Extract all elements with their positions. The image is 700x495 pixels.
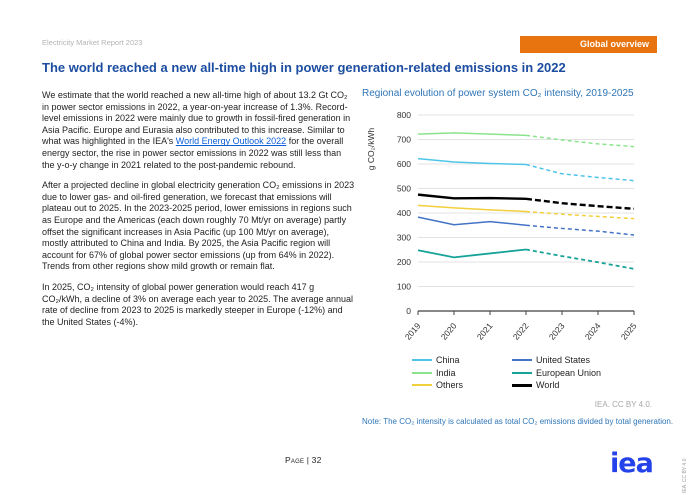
paragraph-1-text-b: for the overall energy sector, the rise in power sector emissions in 2022 was still less than the y-o-y change in 2021 related to the post-pandemic rebound. [42,136,344,170]
section-badge: Global overview [520,36,657,53]
chart-attribution: IEA. CC BY 4.0. [594,399,652,409]
y-tick-label: 200 [396,257,411,267]
page-title: The world reached a new all-time high in power generation-related emissions in 2022 [42,60,566,75]
article-text-column [42,90,355,337]
y-tick-label: 600 [396,159,411,169]
co2-intensity-line-chart [362,103,694,343]
y-tick-label: 100 [396,281,411,292]
side-attribution: IEA. CC BY 4.0 [682,458,688,493]
page-number: Page | 32 [285,455,322,465]
series-dashed-european-union [526,250,634,269]
y-tick-label: 500 [396,183,411,194]
legend-item-india [412,367,512,380]
y-tick-label: 300 [396,232,411,243]
legend-item-china [412,354,512,367]
weo-2022-link[interactable]: World Energy Outlook 2022 [175,136,287,147]
chart-column [362,88,694,427]
x-tick-label: 2022 [510,320,531,342]
series-solid-world [418,195,526,199]
x-tick-label: 2021 [474,320,495,342]
paragraph-1-text-a: We estimate that the world reached a new all-time high of about 13.2 Gt CO₂ in power sector emissions in 2022, a year-on-year increase of 1.3%. Record-level emissions in 2022 were mainly due to growth in fossil-fired generation in Asia Pacific. Europe and Eurasia also contributed to this increase. Similar to what was highlighted in the IEA's [42,90,351,147]
legend-label: European Union [536,367,602,378]
series-solid-european-union [418,250,526,258]
series-dashed-india [526,135,634,146]
paragraph-2: After a projected decline in global electricity generation CO₂ emissions in 2023 due to lower gas- and oil-fired generation, we forecast that emissions will plateau out to 2025. In the 2023-2025 period, lower emissions in regions such as Europe and the Americas (each down roughly 70 Mt/yr on average) partly offset the significant increases in Asia Pacific (up 100 Mt/yr on average), mostly attributed to China and India. By 2025, the Asia Pacific region will account for 67% of global power sector emissions (up from 64% in 2022). Trends from other regions show mild growth or remain flat. [42,180,355,272]
legend-label: United States [536,355,591,366]
legend-swatch [512,384,532,387]
legend-label: India [436,367,456,378]
x-tick-label: 2020 [438,320,459,342]
legend-label: World [536,380,560,391]
series-dashed-world [526,199,634,209]
series-solid-india [418,133,526,135]
legend-item-european-union [512,367,612,380]
legend-column [412,354,512,392]
legend-swatch [412,372,432,374]
iea-logo: iea [610,448,653,479]
legend-swatch [512,359,532,361]
legend-item-united-states [512,354,612,367]
legend-swatch [412,384,432,386]
x-tick-label: 2025 [618,320,639,342]
chart-note: Note: The CO₂ intensity is calculated as total CO₂ emissions divided by total generation. [362,416,674,426]
legend-column [512,354,612,392]
series-dashed-china [526,164,634,180]
x-tick-label: 2023 [546,320,567,342]
legend-item-others [412,379,512,392]
legend-swatch [412,359,432,361]
series-solid-others [418,205,526,211]
series-dashed-united-states [526,225,634,235]
paragraph-1 [42,90,355,171]
x-tick-label: 2019 [402,320,423,342]
y-tick-label: 800 [396,110,411,120]
legend-swatch [512,372,532,374]
y-tick-label: 0 [406,306,411,316]
series-solid-united-states [418,217,526,225]
x-tick-label: 2024 [582,320,603,342]
chart-legend [362,354,694,392]
legend-item-world [512,379,612,392]
paragraph-3: In 2025, CO₂ intensity of global power generation would reach 417 g CO₂/kWh, a decline of 3% on average each year to 2025. The average annual rate of decline from 2023 to 2025 is markedly steeper in Europe (-12%) and the United States (-4%). [42,281,354,327]
legend-label: Others [436,380,464,391]
y-tick-label: 700 [396,134,411,145]
chart-title: Regional evolution of power system CO₂ intensity, 2019-2025 [362,88,634,99]
report-name: Electricity Market Report 2023 [42,38,143,47]
legend-label: China [436,355,460,366]
y-tick-label: 400 [396,208,411,218]
y-axis-label: g CO₂/kWh [366,127,376,171]
